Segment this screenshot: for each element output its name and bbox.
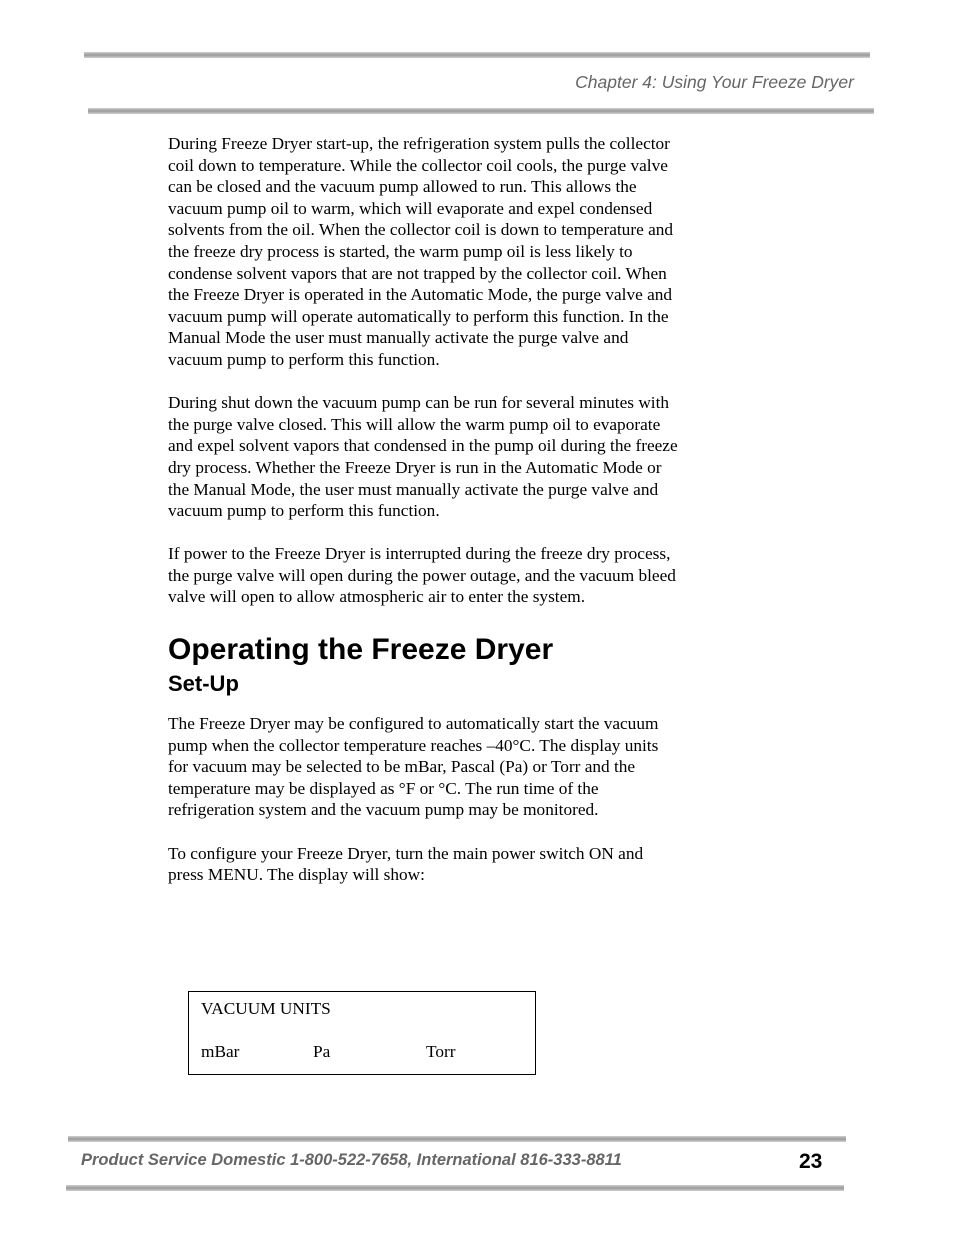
chapter-title: Chapter 4: Using Your Freeze Dryer (575, 72, 854, 92)
footer-rule-bottom (66, 1185, 844, 1191)
paragraph-startup: During Freeze Dryer start-up, the refrigeration system pulls the collector coil down to temperature. While the collector coil cools, the purge valve can be closed and the vacuum pump allowed to run. This allows the vacuum pump oil to warm, which will evaporate and expel condensed solvents from the oil. When the collector coil is down to temperature and the freeze dry process is started, the warm pump oil is less likely to condense solvent vapors that are not trapped by the collector coil. When the Freeze Dryer is operated in the Automatic Mode, the purge valve and vacuum pump will operate automatically to perform this function. In the Manual Mode the user must manually activate the purge valve and vacuum pump to perform this function. (168, 134, 674, 369)
paragraph-configure: To configure your Freeze Dryer, turn the main power switch ON and press MENU. The display will show: (168, 843, 644, 885)
paragraph-setup-intro: The Freeze Dryer may be configured to automatically start the vacuum pump when the collector temperature reaches –40°C. The display units for vacuum may be selected to be mBar, Pascal (Pa) or Torr and the temperature may be displayed as °F or °C. The run time of the refrigeration system and the vacuum pump may be monitored. (168, 714, 659, 820)
page-number: 23 (799, 1150, 823, 1173)
paragraph-power-interruption: If power to the Freeze Dryer is interrupted during the freeze dry process, the purge valve will open during the power outage, and the vacuum bleed valve will open to allow atmospheric air to enter the system. (168, 544, 676, 607)
footer-contact: Product Service Domestic 1-800-522-7658, International 816-333-8811 (81, 1151, 622, 1169)
paragraph-shutdown: During shut down the vacuum pump can be run for several minutes with the purge valve closed. This will allow the warm pump oil to evaporate and expel solvent vapors that condensed in the pump oil during the freeze dry process. Whether the Freeze Dryer is run in the Automatic Mode or the Manual Mode, the user must manually activate the purge valve and vacuum pump to perform this function. (168, 393, 678, 521)
display-option-mbar: mBar (201, 1042, 240, 1061)
footer-rule-top (68, 1136, 846, 1142)
display-option-torr: Torr (426, 1042, 456, 1061)
page-content (168, 133, 680, 886)
header-rule-bottom (88, 108, 874, 114)
display-title: VACUUM UNITS (201, 999, 331, 1018)
subsection-heading: Set-Up (168, 671, 239, 697)
display-option-pa: Pa (313, 1042, 331, 1061)
header-rule-top (84, 52, 870, 58)
section-heading: Operating the Freeze Dryer (168, 633, 554, 667)
display-panel (188, 991, 536, 1075)
